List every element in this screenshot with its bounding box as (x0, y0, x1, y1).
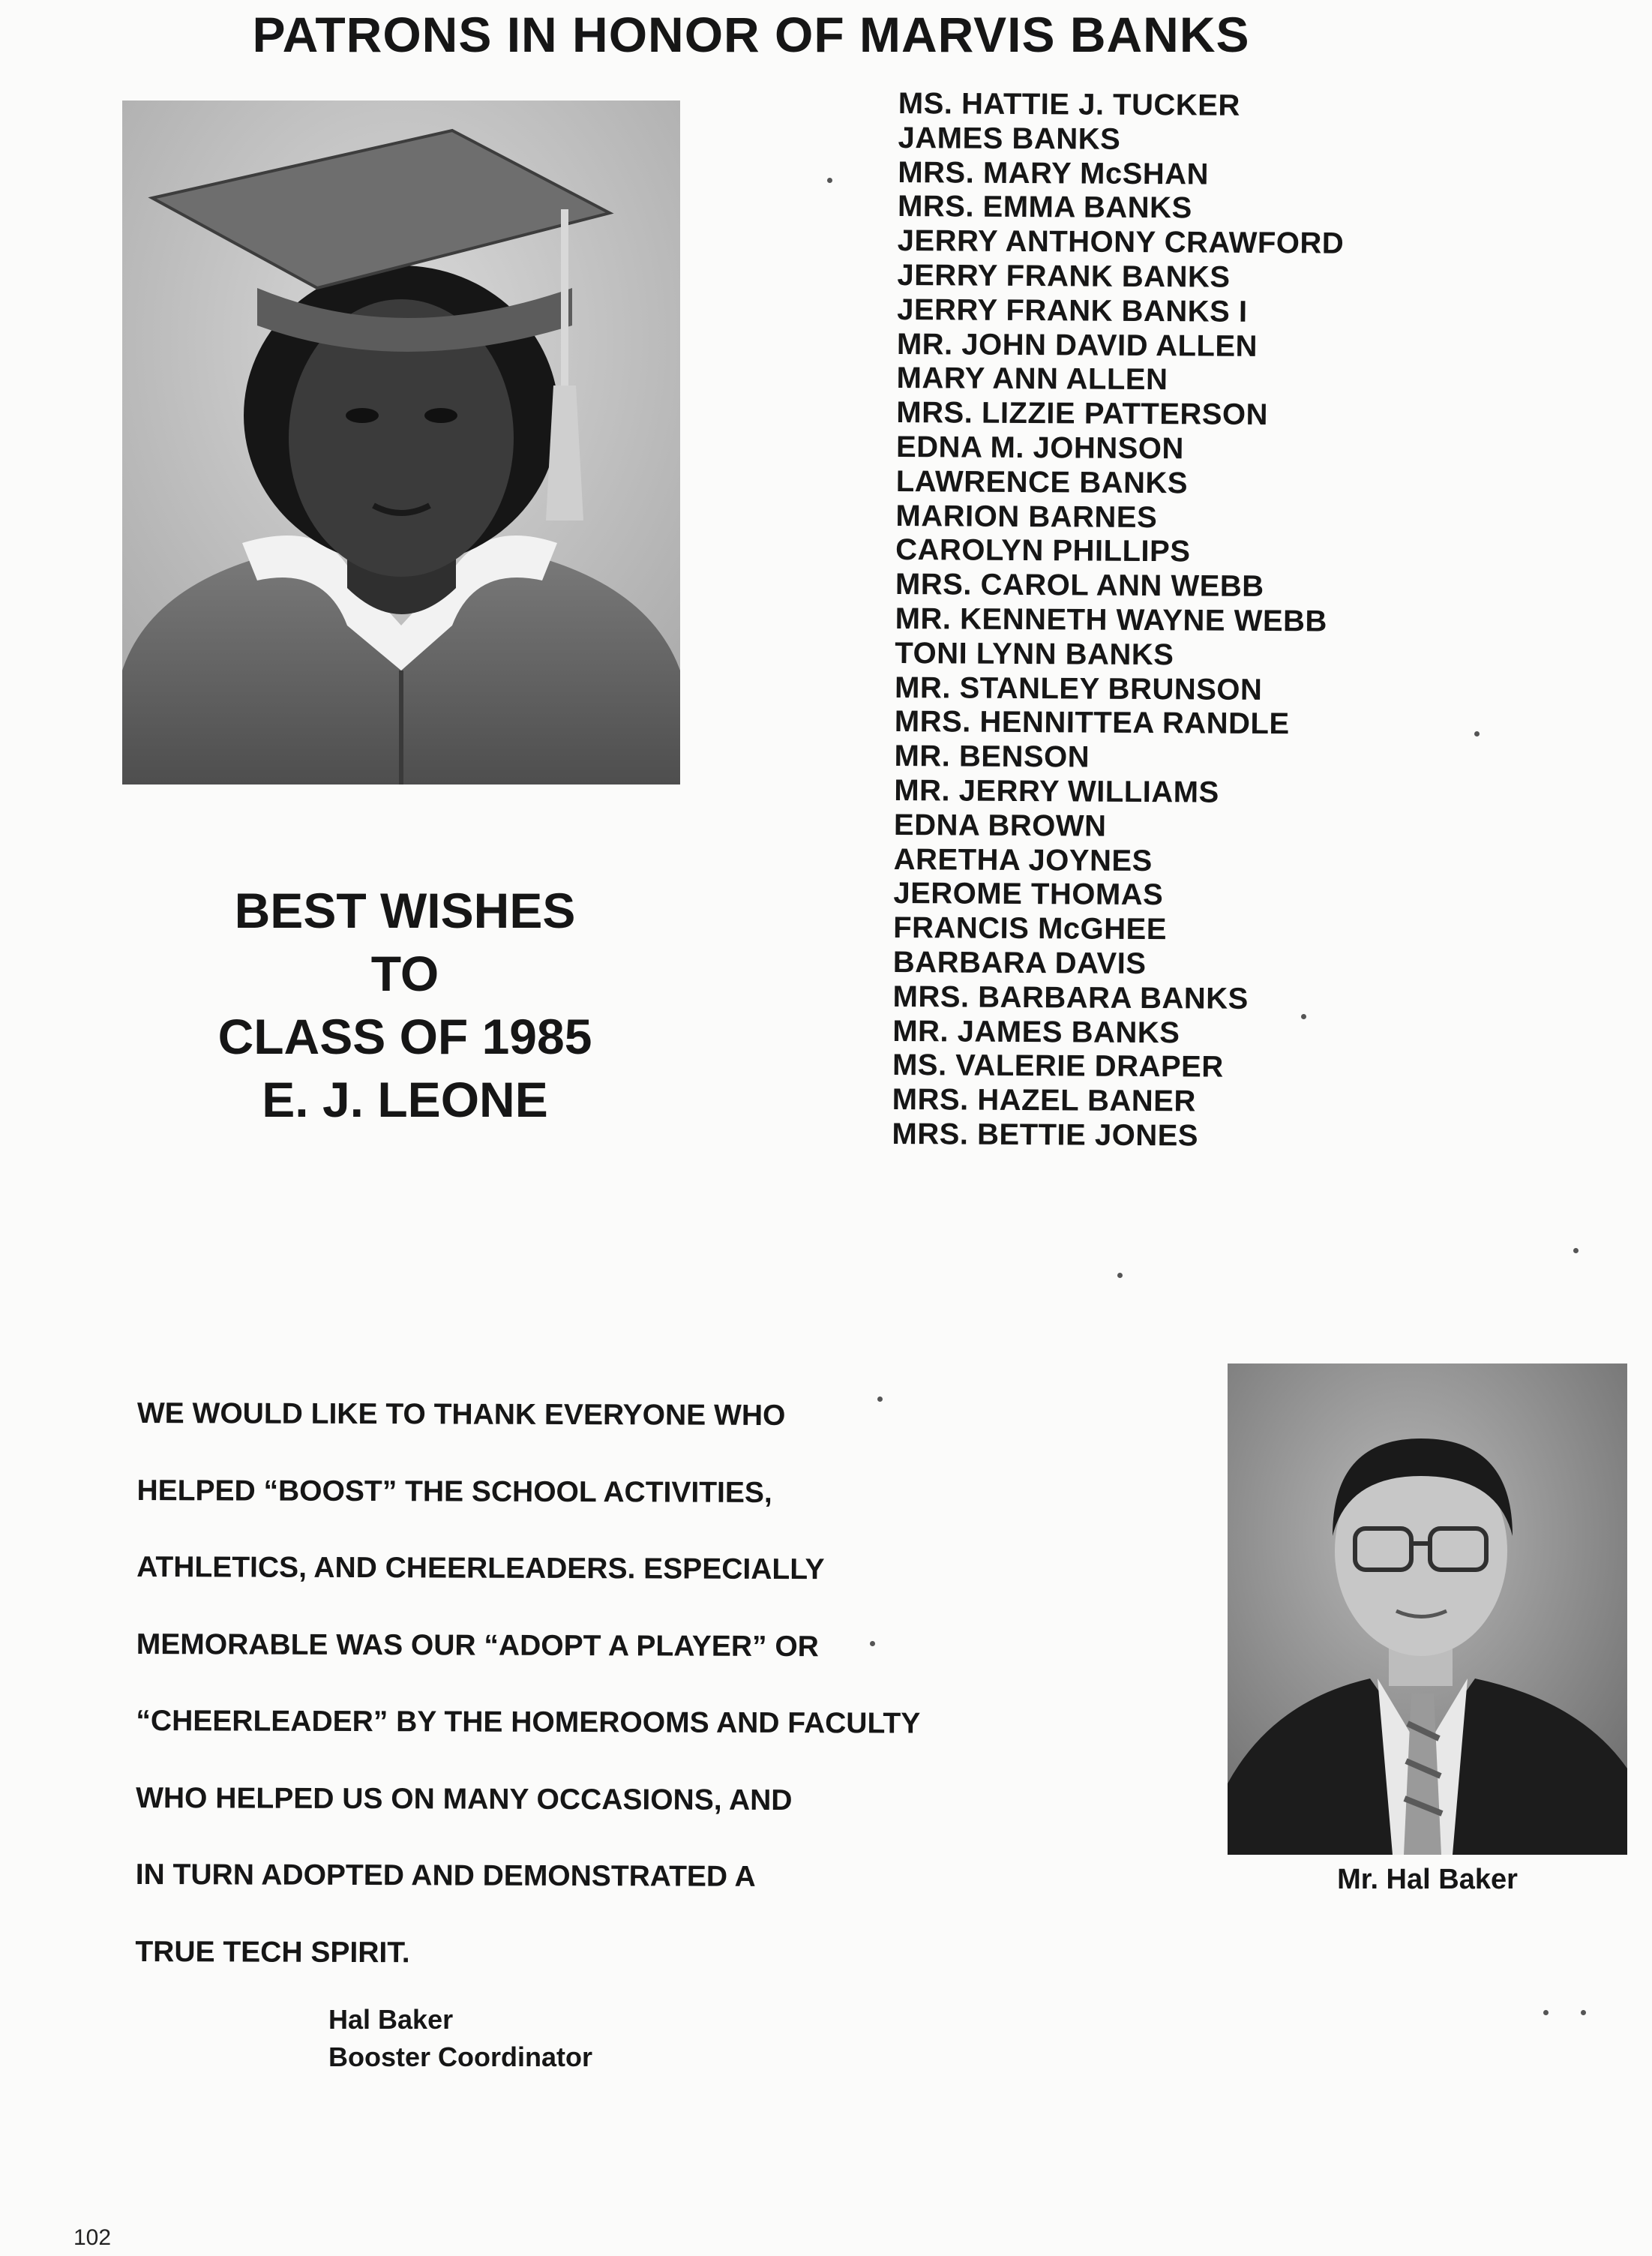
signature-block (328, 2001, 592, 2076)
thanks-line: WE WOULD LIKE TO THANK EVERYONE WHO (136, 1397, 786, 1432)
scan-speck (870, 1641, 875, 1646)
graduate-portrait-image (122, 100, 680, 784)
patrons-list (892, 87, 1345, 1154)
patron-name: MR. JERRY WILLIAMS (894, 773, 1219, 809)
patron-name: MR. JOHN DAVID ALLEN (896, 327, 1258, 363)
patron-name: EDNA BROWN (893, 808, 1107, 843)
patron-name: MR. STANLEY BRUNSON (894, 670, 1263, 706)
baker-photo (1228, 1364, 1627, 1855)
patron-name: TONI LYNN BANKS (895, 636, 1174, 672)
best-wishes-message (172, 879, 637, 1131)
graduate-photo (122, 100, 680, 784)
patron-name: MRS. HAZEL BANER (892, 1083, 1196, 1118)
patron-name: CAROLYN PHILLIPS (895, 533, 1191, 568)
baker-photo-caption: Mr. Hal Baker (1337, 1864, 1518, 1895)
scan-speck (1543, 2010, 1549, 2015)
patron-name: MRS. MARY McSHAN (898, 155, 1210, 191)
patron-name: MR. BENSON (894, 740, 1090, 774)
thanks-line: “CHEERLEADER” BY THE HOMEROOMS AND FACULTY (136, 1704, 921, 1740)
best-wishes-line: BEST WISHES (234, 883, 576, 938)
page-title: PATRONS IN HONOR OF MARVIS BANKS (252, 7, 1250, 62)
signature-role: Booster Coordinator (328, 2042, 593, 2072)
patron-name: LAWRENCE BANKS (895, 464, 1189, 500)
patron-name: MARY ANN ALLEN (896, 362, 1168, 397)
patron-name: MR. JAMES BANKS (892, 1014, 1180, 1049)
patron-name: MRS. EMMA BANKS (897, 190, 1192, 225)
patron-name: JERRY ANTHONY CRAWFORD (897, 224, 1345, 260)
patron-name: MRS. BARBARA BANKS (892, 980, 1249, 1016)
patron-name: FRANCIS McGHEE (893, 911, 1168, 946)
patron-name: JAMES BANKS (898, 121, 1121, 156)
patron-name: MS. HATTIE J. TUCKER (898, 87, 1240, 122)
patron-name: MRS. BETTIE JONES (892, 1117, 1199, 1153)
thanks-line: MEMORABLE WAS OUR “ADOPT A PLAYER” OR (136, 1628, 819, 1663)
patron-name: MARION BARNES (895, 499, 1158, 534)
scan-speck (1474, 731, 1480, 736)
patron-name: MR. KENNETH WAYNE WEBB (895, 602, 1328, 638)
baker-portrait-image (1228, 1364, 1627, 1855)
thanks-line: WHO HELPED US ON MANY OCCASIONS, AND (136, 1781, 793, 1816)
thanks-line: HELPED “BOOST” THE SCHOOL ACTIVITIES, (136, 1474, 772, 1509)
patron-name: EDNA M. JOHNSON (895, 430, 1185, 466)
best-wishes-line: CLASS OF 1985 (217, 1009, 592, 1064)
page-number: 102 (73, 2225, 112, 2250)
patron-name: ARETHA JOYNES (893, 842, 1153, 878)
patron-name: MRS. HENNITTEA RANDLE (894, 705, 1290, 741)
thanks-line: IN TURN ADOPTED AND DEMONSTRATED A (135, 1858, 756, 1893)
scan-speck (1581, 2010, 1586, 2015)
patron-name: JEROME THOMAS (893, 877, 1164, 912)
scan-speck (1117, 1273, 1123, 1278)
signature-name: Hal Baker (328, 2004, 454, 2035)
patron-name: JERRY FRANK BANKS (897, 258, 1231, 294)
scan-speck (1573, 1248, 1579, 1253)
patron-name: MRS. CAROL ANN WEBB (895, 568, 1264, 604)
best-wishes-line: TO (370, 946, 439, 1001)
scan-speck (1301, 1014, 1306, 1019)
best-wishes-line: E. J. LEONE (262, 1072, 548, 1127)
thanks-paragraph (135, 1391, 922, 2009)
thanks-line: ATHLETICS, AND CHEERLEADERS. ESPECIALLY (136, 1550, 825, 1586)
thanks-line: TRUE TECH SPIRIT. (135, 1935, 410, 1969)
scan-speck (877, 1396, 883, 1402)
patron-name: JERRY FRANK BANKS I (897, 292, 1248, 328)
patron-name: BARBARA DAVIS (892, 945, 1147, 980)
patron-name: MS. VALERIE DRAPER (892, 1048, 1224, 1084)
patron-name: MRS. LIZZIE PATTERSON (896, 396, 1269, 432)
scan-speck (827, 178, 832, 183)
